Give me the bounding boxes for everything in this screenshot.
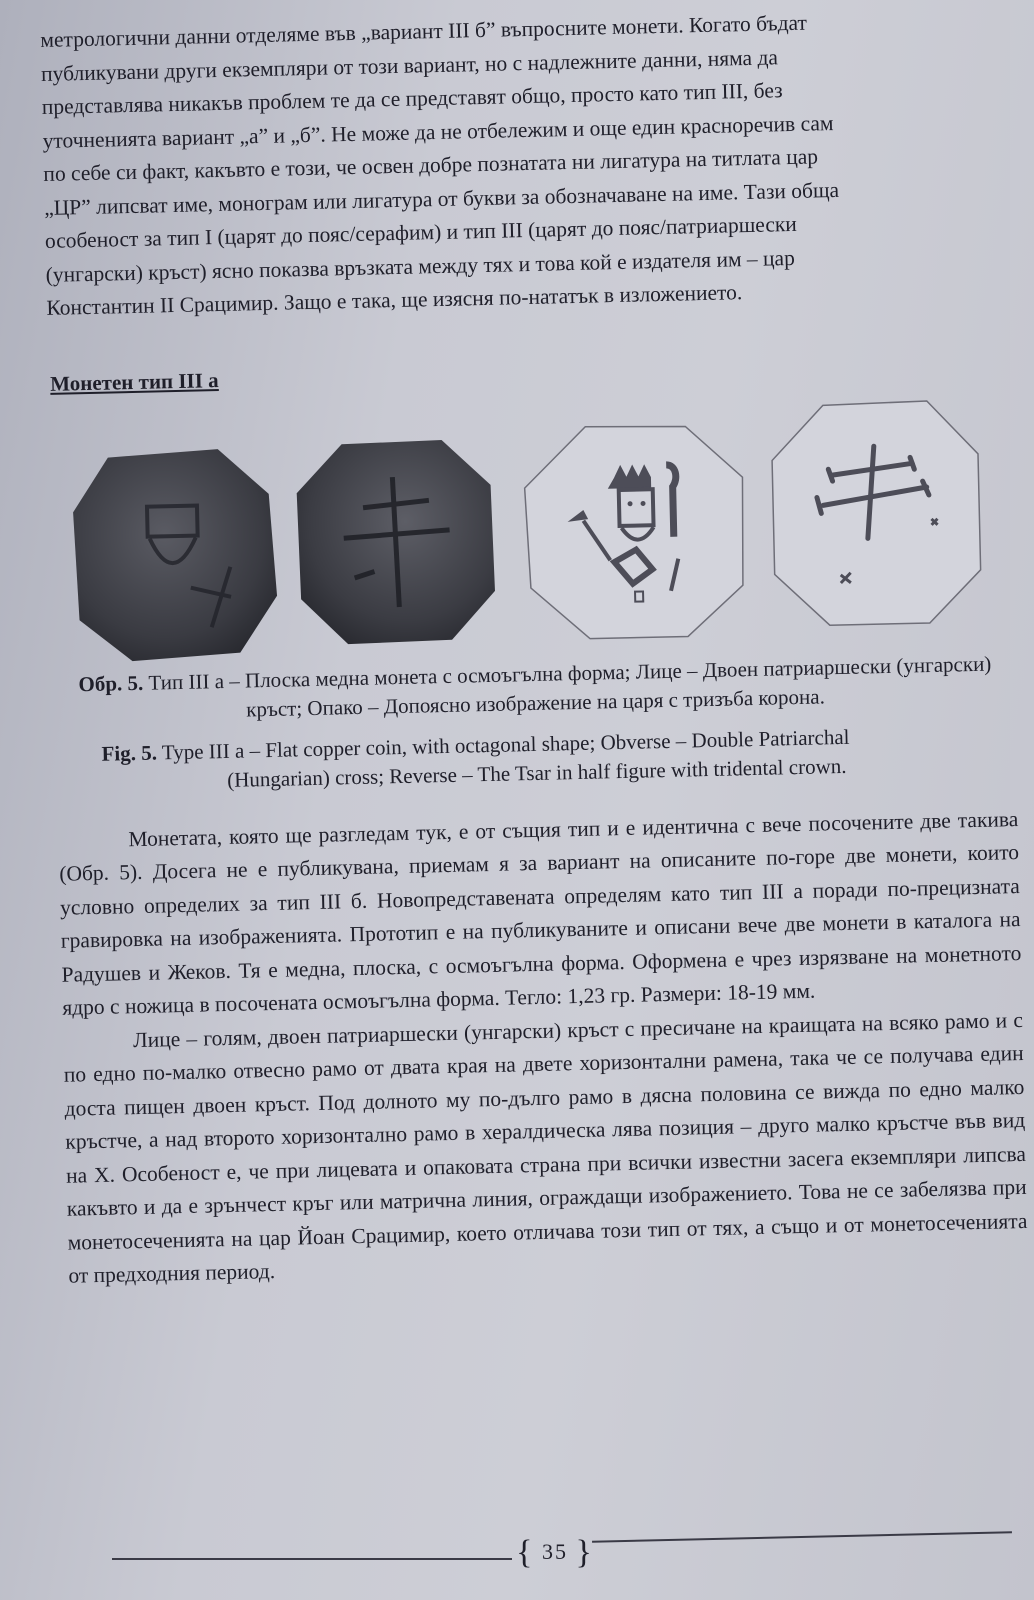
intro-line: особеност за тип I (царят до пояс/серафим) и тип III (царят до пояс/патриаршески xyxy=(44,211,798,253)
figure-caption-en xyxy=(56,719,1017,799)
footer-rule-left xyxy=(112,1558,512,1560)
intro-line: метрологични данни отделяме във „вариант III б” въпросните монети. Когато бъдат xyxy=(40,10,808,52)
intro-line: уточненията вариант „а” и „б”. Не може да не отбележим и още един красноречив сам xyxy=(42,110,834,153)
figure-caption-en-line2: (Hungarian) cross; Reverse – The Tsar in half figure with tridental crown. xyxy=(226,753,847,792)
intro-line: представлява никакъв проблем те да се представят общо, просто като тип III, без xyxy=(41,78,783,119)
intro-line: публикувани други екземпляри от този вариант, но с надлежните данни, няма да xyxy=(40,44,779,86)
intro-line: (унгарски) кръст) ясно показва връзката между тях и това кой е издателя им – цар xyxy=(45,245,796,287)
section-heading: Монетен тип III а xyxy=(49,367,219,396)
intro-line: „ЦР” липсват име, монограм или лигатура от букви за обозначаване на име. Тази обща xyxy=(43,177,840,220)
page-footer xyxy=(112,1534,1012,1574)
body-paragraph-1: Монетата, която ще разгледам тук, е от същия тип и е идентична с вече посочените две такива (Обр. 5). Досега не е публикувана, приемам я за вариант на описаните по-горе две монети, които условно определих за тип III б. Новопредставената определям като тип III а поради по-прецизната гравировка на изображенията. Прототип е на публикуваните и описани вече две монети в каталога на Радушев и Жеков. Тя е медна, плоска, с осмоъгълна форма. Оформена е чрез изрязване на монетното ядро с ножица в посочената осмоъгълна форма. Тегло: 1,23 гр. Размери: 18-19 мм. xyxy=(59,806,1022,1020)
intro-line: по себе си факт, какъвто е този, че освен добре познатата ни лигатура на титлата цар xyxy=(43,144,819,186)
coin-drawing-cross xyxy=(761,393,992,634)
brace-left-icon: { xyxy=(516,1534,535,1571)
figure-caption-bg-label: Обр. 5. xyxy=(78,670,144,696)
coin-drawing-tsar xyxy=(515,416,756,645)
page-number xyxy=(510,1534,600,1572)
footer-rule-right xyxy=(592,1531,1012,1542)
figure-caption-en-line1: Type III a – Flat copper coin, with octagonal shape; Obverse – Double Patriarchal xyxy=(161,724,850,764)
coin-photo-tsar xyxy=(68,445,285,666)
brace-right-icon: } xyxy=(575,1534,594,1571)
figure-5-images xyxy=(49,393,1014,665)
intro-line: Константин II Срацимир. Защо е така, ще изясня по-нататък в изложението. xyxy=(46,280,743,320)
figure-caption-bg-text: Тип III а – Плоска медна монета с осмоъгълна форма; Лице – Двоен патриаршески (унгарски) кръст; Опако – Допоясно изображение на царя с тризъба корона. xyxy=(148,651,992,721)
page-number-text: 35 xyxy=(542,1539,568,1564)
body-paragraph-2: Лице – голям, двоен патриаршески (унгарски) кръст с пресичане на краищата на всяко рамо и с по едно по-малко отвесно рамо от двата края на двете хоризонтални рамена, така че се получава един доста пищен двоен кръст. Под долното му по-дълго рамо в дясна половина се вижда по едно малко кръстче, а над второто хоризонтално рамо в хералдическа лява позиция – друго малко кръстче във вид на Х. Особеност е, че при лицевата и опаковата страна при всички известни засега екземпляри липсва какъвто и да е зрънчест кръг или матрична линия, ограждащи изображението. Това не се забелязва при монетосеченията на цар Йоан Срацимир, което отличава този тип от тях, а също и от монетосеченията от предходния период. xyxy=(63,1007,1028,1288)
coin-photo-cross xyxy=(291,434,502,649)
figure-caption-en-label: Fig. 5. xyxy=(101,740,158,766)
intro-paragraph xyxy=(40,2,1007,325)
page-content xyxy=(40,2,1029,1293)
